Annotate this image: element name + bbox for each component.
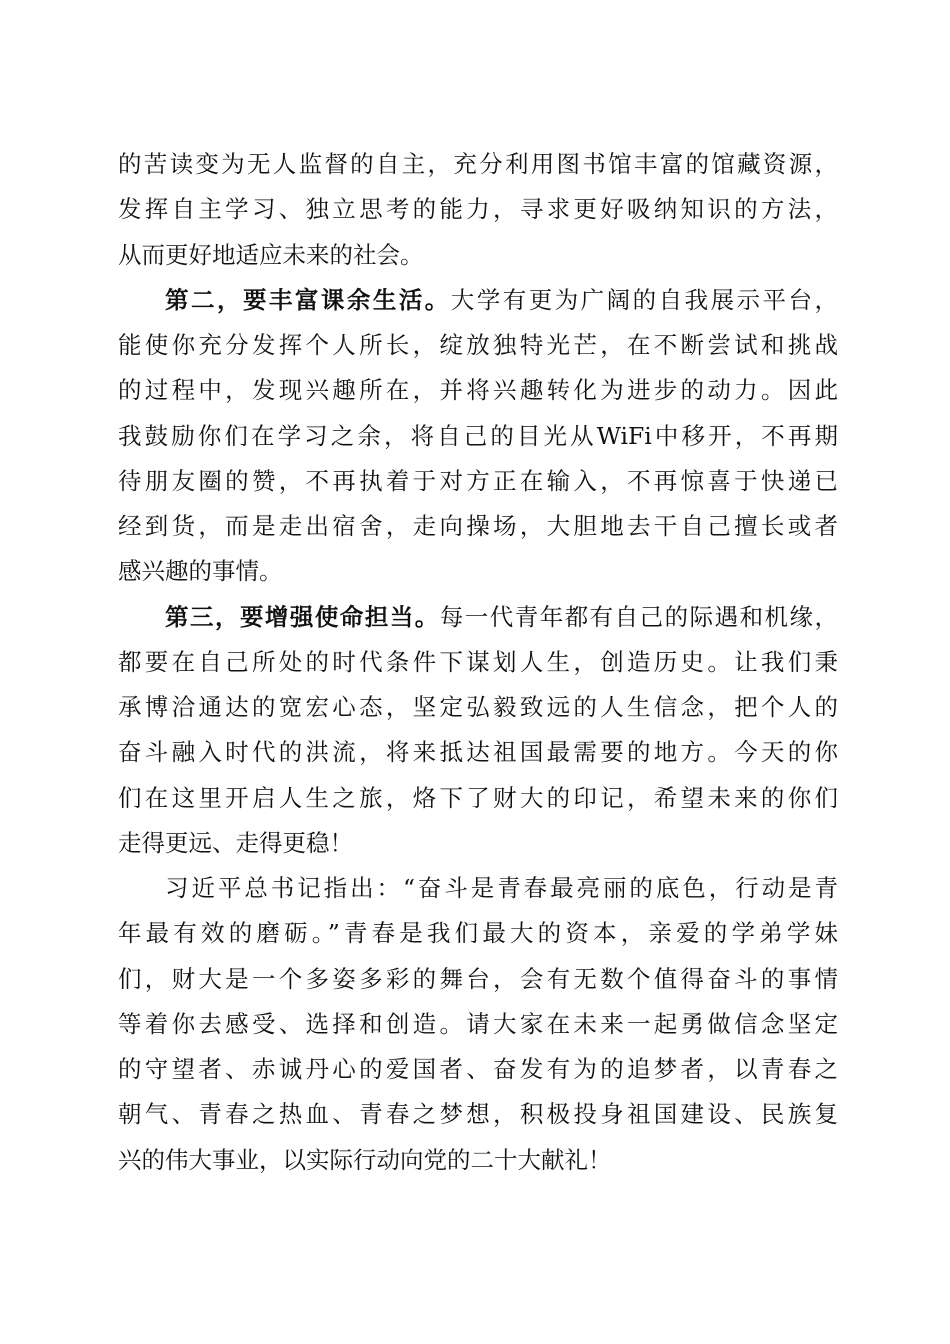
paragraph-4-line-1: 习近平总书记指出：“奋斗是青春最亮丽的底色，行动是青 bbox=[165, 874, 838, 902]
document-page bbox=[118, 142, 838, 1183]
paragraph-2-lead: 第二，要丰富课余生活。 bbox=[165, 285, 451, 314]
paragraph-4-line-2: 年最有效的磨砺。”青春是我们最大的资本，亲爱的学弟学妹 bbox=[118, 919, 838, 948]
paragraph-4-line-3: 们，财大是一个多姿多彩的舞台，会有无数个值得奋斗的事情 bbox=[118, 964, 838, 993]
paragraph-4-line-7: 兴的伟大事业，以实际行动向党的二十大献礼！ bbox=[118, 1145, 612, 1174]
paragraph-2-line-6: 经到货，而是走出宿舍，走向操场，大胆地去干自己擅长或者 bbox=[118, 512, 838, 540]
paragraph-3-line-1-text: 每一代青年都有自己的际遇和机缘， bbox=[439, 602, 839, 631]
paragraph-1-line-3: 从而更好地适应未来的社会。 bbox=[118, 240, 424, 269]
paragraph-2-line-1 bbox=[118, 278, 838, 323]
paragraph-4-line-5: 的守望者、赤诚丹心的爱国者、奋发有为的追梦者，以青春之 bbox=[118, 1055, 838, 1083]
paragraph-2-line-4: 我鼓励你们在学习之余，将自己的目光从WiFi中移开，不再期 bbox=[118, 421, 838, 450]
paragraph-2-line-5: 待朋友圈的赞，不再执着于对方正在输入，不再惊喜于快递已 bbox=[118, 466, 838, 495]
paragraph-2-line-3: 的过程中，发现兴趣所在，并将兴趣转化为进步的动力。因此 bbox=[118, 376, 838, 405]
paragraph-3-line-6: 走得更远、走得更稳！ bbox=[118, 828, 353, 857]
paragraph-3-line-2: 都要在自己所处的时代条件下谋划人生，创造历史。让我们秉 bbox=[118, 647, 838, 676]
paragraph-4-line-6: 朝气、青春之热血、青春之梦想，积极投身祖国建设、民族复 bbox=[118, 1100, 838, 1129]
paragraph-3-line-4: 奋斗融入时代的洪流，将来抵达祖国最需要的地方。今天的你 bbox=[118, 738, 838, 767]
paragraph-3-lead: 第三，要增强使命担当。 bbox=[165, 602, 440, 631]
paragraph-1-line-1: 的苦读变为无人监督的自主，充分利用图书馆丰富的馆藏资源， bbox=[118, 150, 838, 178]
paragraph-3-line-1 bbox=[118, 595, 838, 640]
paragraph-2-line-7: 感兴趣的事情。 bbox=[118, 557, 283, 586]
paragraph-3-line-3: 承博洽通达的宽宏心态，坚定弘毅致远的人生信念，把个人的 bbox=[118, 693, 838, 721]
paragraph-1-line-2: 发挥自主学习、独立思考的能力，寻求更好吸纳知识的方法， bbox=[118, 195, 838, 224]
paragraph-4-line-4: 等着你去感受、选择和创造。请大家在未来一起勇做信念坚定 bbox=[118, 1009, 838, 1038]
paragraph-2-line-1-text: 大学有更为广阔的自我展示平台， bbox=[450, 285, 839, 314]
paragraph-2-line-2: 能使你充分发挥个人所长，绽放独特光芒，在不断尝试和挑战 bbox=[118, 331, 838, 359]
paragraph-3-line-5: 们在这里开启人生之旅，烙下了财大的印记，希望未来的你们 bbox=[118, 783, 838, 812]
